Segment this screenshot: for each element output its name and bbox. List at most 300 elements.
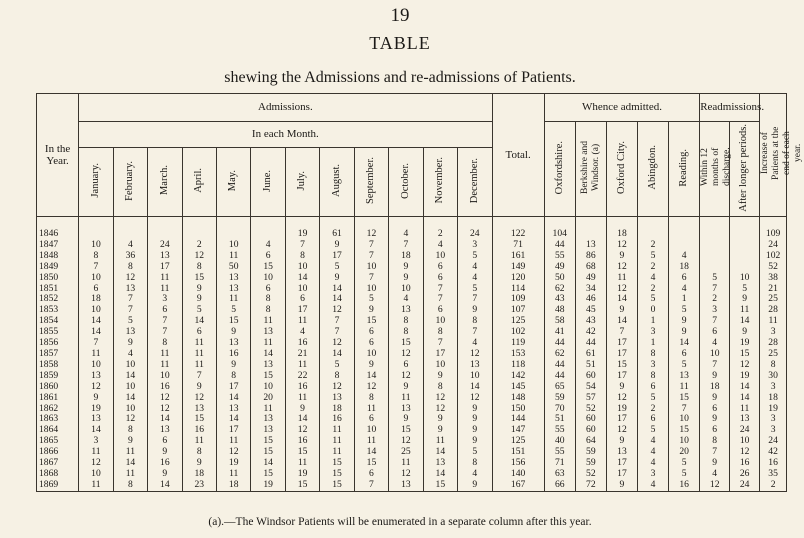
month-cell: 9 xyxy=(182,382,216,393)
oxfordshire-cell: 40 xyxy=(544,436,575,447)
month-cell: 8 xyxy=(389,327,423,338)
month-cell: 7 xyxy=(458,294,492,305)
berkshire-windsor-cell: 52 xyxy=(575,404,606,415)
reading-cell: 5 xyxy=(669,360,700,371)
increase-cell: 28 xyxy=(760,305,787,316)
increase-cell: 28 xyxy=(760,338,787,349)
month-cell: 17 xyxy=(285,305,319,316)
month-cell: 12 xyxy=(182,251,216,262)
after-longer-periods-cell xyxy=(730,217,760,240)
reading-cell: 18 xyxy=(669,262,700,273)
month-cell: 21 xyxy=(285,349,319,360)
total-cell: 148 xyxy=(492,393,544,404)
month-cell: 10 xyxy=(113,382,147,393)
reading-cell: 11 xyxy=(669,382,700,393)
month-cell: 13 xyxy=(251,360,285,371)
month-cell: 13 xyxy=(458,360,492,371)
table-body xyxy=(37,217,787,492)
month-cell: 15 xyxy=(182,414,216,425)
month-cell: 8 xyxy=(113,480,147,491)
month-cell: 15 xyxy=(285,447,319,458)
berkshire-windsor-cell: 46 xyxy=(575,294,606,305)
month-cell: 6 xyxy=(354,338,388,349)
year-cell: 1850 xyxy=(37,273,79,284)
month-cell: 16 xyxy=(320,414,354,425)
month-cell: 9 xyxy=(389,414,423,425)
month-cell: 4 xyxy=(458,262,492,273)
after-longer-periods-cell: 26 xyxy=(730,469,760,480)
month-cell: 9 xyxy=(320,273,354,284)
year-cell: 1863 xyxy=(37,414,79,425)
month-cell: 9 xyxy=(148,469,182,480)
month-cell: 12 xyxy=(148,393,182,404)
month-cell: 9 xyxy=(148,447,182,458)
page-number: 19 xyxy=(390,5,410,26)
month-cell: 16 xyxy=(285,436,319,447)
after-longer-periods-cell xyxy=(730,251,760,262)
month-cell: 11 xyxy=(354,436,388,447)
month-cell: 17 xyxy=(320,251,354,262)
month-cell: 7 xyxy=(113,294,147,305)
month-cell: 8 xyxy=(113,425,147,436)
month-cell: 15 xyxy=(423,480,457,491)
abingdon-cell: 3 xyxy=(637,360,668,371)
oxford-city-cell: 7 xyxy=(606,327,637,338)
month-cell: 12 xyxy=(285,425,319,436)
table-row xyxy=(37,349,787,360)
month-cell: 10 xyxy=(354,349,388,360)
oxford-city-cell: 17 xyxy=(606,349,637,360)
abingdon-cell: 1 xyxy=(637,316,668,327)
month-cell: 10 xyxy=(423,316,457,327)
month-cell: 9 xyxy=(354,360,388,371)
month-cell: 7 xyxy=(182,371,216,382)
after-longer-periods-cell: 19 xyxy=(730,338,760,349)
month-cell: 11 xyxy=(216,469,250,480)
month-header-september: September. xyxy=(354,148,388,217)
month-cell: 4 xyxy=(458,469,492,480)
abingdon-cell: 5 xyxy=(637,251,668,262)
month-cell: 9 xyxy=(458,404,492,415)
abingdon-header: Abingdon. xyxy=(637,122,668,217)
year-cell: 1852 xyxy=(37,294,79,305)
oxford-city-cell: 17 xyxy=(606,469,637,480)
month-cell: 10 xyxy=(423,360,457,371)
month-cell: 4 xyxy=(285,327,319,338)
month-cell: 11 xyxy=(216,251,250,262)
oxford-city-cell: 9 xyxy=(606,251,637,262)
page-title: TABLE xyxy=(369,33,431,53)
oxford-city-cell: 12 xyxy=(606,284,637,295)
within-12-months-header: Within 12 months of discharge. xyxy=(700,122,730,217)
month-header-march: March. xyxy=(148,148,182,217)
month-cell: 10 xyxy=(251,382,285,393)
total-cell: 118 xyxy=(492,360,544,371)
oxfordshire-cell: 59 xyxy=(544,393,575,404)
total-cell: 145 xyxy=(492,382,544,393)
month-cell: 14 xyxy=(285,273,319,284)
berkshire-windsor-cell: 13 xyxy=(575,240,606,251)
month-cell: 11 xyxy=(148,284,182,295)
reading-cell: 1 xyxy=(669,294,700,305)
berkshire-windsor-cell: 86 xyxy=(575,251,606,262)
oxfordshire-cell: 41 xyxy=(544,327,575,338)
oxford-city-cell: 9 xyxy=(606,436,637,447)
abingdon-cell: 4 xyxy=(637,447,668,458)
month-cell: 10 xyxy=(458,371,492,382)
month-header-january: January. xyxy=(79,148,113,217)
month-cell: 2 xyxy=(182,240,216,251)
month-cell: 14 xyxy=(79,316,113,327)
month-cell: 25 xyxy=(389,447,423,458)
month-cell: 4 xyxy=(113,240,147,251)
within-12-months-cell xyxy=(700,262,730,273)
oxfordshire-cell: 65 xyxy=(544,382,575,393)
month-cell: 13 xyxy=(320,393,354,404)
month-cell: 11 xyxy=(216,294,250,305)
within-12-months-cell: 9 xyxy=(700,458,730,469)
after-longer-periods-cell: 14 xyxy=(730,382,760,393)
month-cell: 15 xyxy=(320,480,354,491)
total-cell: 107 xyxy=(492,305,544,316)
abingdon-cell: 4 xyxy=(637,436,668,447)
month-cell: 16 xyxy=(285,382,319,393)
month-cell: 7 xyxy=(423,284,457,295)
month-cell: 10 xyxy=(389,284,423,295)
abingdon-cell: 2 xyxy=(637,284,668,295)
month-cell: 12 xyxy=(354,217,388,240)
year-cell: 1847 xyxy=(37,240,79,251)
month-cell: 13 xyxy=(389,305,423,316)
increase-cell: 18 xyxy=(760,393,787,404)
month-cell: 9 xyxy=(354,305,388,316)
oxfordshire-cell: 48 xyxy=(544,305,575,316)
after-longer-periods-cell: 14 xyxy=(730,316,760,327)
month-header-august: August. xyxy=(320,148,354,217)
reading-cell: 7 xyxy=(669,404,700,415)
month-cell: 14 xyxy=(320,284,354,295)
total-cell: 109 xyxy=(492,294,544,305)
oxford-city-cell: 12 xyxy=(606,393,637,404)
berkshire-windsor-cell: 34 xyxy=(575,284,606,295)
month-cell: 6 xyxy=(251,251,285,262)
year-cell: 1849 xyxy=(37,262,79,273)
month-cell: 11 xyxy=(320,425,354,436)
after-longer-periods-cell: 24 xyxy=(730,425,760,436)
within-12-months-cell: 4 xyxy=(700,469,730,480)
month-cell: 12 xyxy=(320,338,354,349)
after-longer-periods-cell: 9 xyxy=(730,294,760,305)
month-cell: 13 xyxy=(251,327,285,338)
table-row xyxy=(37,284,787,295)
month-cell: 13 xyxy=(251,414,285,425)
oxfordshire-cell: 55 xyxy=(544,447,575,458)
month-cell xyxy=(251,217,285,240)
year-cell: 1848 xyxy=(37,251,79,262)
month-cell: 19 xyxy=(251,480,285,491)
month-cell: 15 xyxy=(389,425,423,436)
total-cell: 153 xyxy=(492,349,544,360)
month-cell: 11 xyxy=(251,338,285,349)
after-longer-periods-header: After longer periods. xyxy=(730,122,760,217)
month-cell: 10 xyxy=(148,371,182,382)
month-cell: 24 xyxy=(458,217,492,240)
month-cell: 15 xyxy=(216,316,250,327)
month-cell: 3 xyxy=(148,294,182,305)
within-12-months-cell: 2 xyxy=(700,294,730,305)
reading-cell: 9 xyxy=(669,327,700,338)
month-cell: 6 xyxy=(251,284,285,295)
after-longer-periods-cell: 13 xyxy=(730,414,760,425)
month-cell: 9 xyxy=(423,414,457,425)
month-cell: 13 xyxy=(182,404,216,415)
reading-cell: 5 xyxy=(669,305,700,316)
reading-cell: 15 xyxy=(669,425,700,436)
month-cell: 10 xyxy=(79,305,113,316)
month-cell: 11 xyxy=(389,458,423,469)
total-cell: 71 xyxy=(492,240,544,251)
month-cell: 9 xyxy=(79,393,113,404)
month-cell: 19 xyxy=(285,469,319,480)
month-cell: 9 xyxy=(389,262,423,273)
within-12-months-cell: 12 xyxy=(700,480,730,491)
month-cell: 11 xyxy=(79,447,113,458)
month-cell: 10 xyxy=(216,240,250,251)
total-cell: 102 xyxy=(492,327,544,338)
month-cell: 22 xyxy=(285,371,319,382)
month-cell: 4 xyxy=(389,217,423,240)
after-longer-periods-cell: 12 xyxy=(730,447,760,458)
month-cell: 14 xyxy=(182,316,216,327)
abingdon-cell: 5 xyxy=(637,294,668,305)
oxford-city-cell: 11 xyxy=(606,273,637,284)
table-row xyxy=(37,316,787,327)
month-cell: 14 xyxy=(216,393,250,404)
reading-cell: 4 xyxy=(669,284,700,295)
month-cell: 7 xyxy=(79,338,113,349)
month-cell: 7 xyxy=(423,338,457,349)
month-cell: 7 xyxy=(354,480,388,491)
month-cell: 16 xyxy=(182,425,216,436)
oxford-city-cell: 9 xyxy=(606,382,637,393)
oxfordshire-cell: 55 xyxy=(544,425,575,436)
berkshire-windsor-cell: 43 xyxy=(575,316,606,327)
month-cell: 17 xyxy=(423,349,457,360)
oxfordshire-cell: 104 xyxy=(544,217,575,240)
increase-cell: 21 xyxy=(760,284,787,295)
total-cell: 114 xyxy=(492,284,544,295)
month-cell: 14 xyxy=(354,447,388,458)
berkshire-windsor-cell: 57 xyxy=(575,393,606,404)
increase-cell: 3 xyxy=(760,327,787,338)
page-subtitle: shewing the Admissions and re-admissions of Patients. xyxy=(224,69,576,86)
abingdon-cell: 1 xyxy=(637,338,668,349)
month-header-february: February. xyxy=(113,148,147,217)
footnote: (a).—The Windsor Patients will be enumerated in a separate column after this year. xyxy=(208,516,592,528)
month-cell: 8 xyxy=(251,294,285,305)
month-cell: 8 xyxy=(113,262,147,273)
month-cell: 9 xyxy=(458,305,492,316)
month-cell: 5 xyxy=(458,447,492,458)
abingdon-cell: 2 xyxy=(637,262,668,273)
after-longer-periods-cell: 19 xyxy=(730,371,760,382)
month-header-december: December. xyxy=(458,148,492,217)
oxford-city-cell: 12 xyxy=(606,240,637,251)
month-cell: 4 xyxy=(458,338,492,349)
month-cell: 10 xyxy=(79,240,113,251)
reading-cell: 4 xyxy=(669,251,700,262)
month-cell: 11 xyxy=(354,404,388,415)
within-12-months-cell: 9 xyxy=(700,414,730,425)
month-cell: 12 xyxy=(389,371,423,382)
abingdon-cell: 0 xyxy=(637,305,668,316)
month-cell: 9 xyxy=(389,382,423,393)
month-cell: 10 xyxy=(423,251,457,262)
month-cell: 7 xyxy=(285,240,319,251)
month-cell: 18 xyxy=(79,294,113,305)
oxfordshire-cell: 44 xyxy=(544,360,575,371)
year-cell: 1866 xyxy=(37,447,79,458)
month-cell: 13 xyxy=(148,251,182,262)
month-cell: 13 xyxy=(216,338,250,349)
month-cell: 15 xyxy=(285,480,319,491)
month-cell: 11 xyxy=(285,360,319,371)
after-longer-periods-cell: 16 xyxy=(730,458,760,469)
after-longer-periods-cell: 24 xyxy=(730,480,760,491)
month-cell: 9 xyxy=(113,338,147,349)
month-cell: 15 xyxy=(251,436,285,447)
reading-cell: 16 xyxy=(669,480,700,491)
increase-cell: 2 xyxy=(760,480,787,491)
increase-cell: 11 xyxy=(760,316,787,327)
year-cell: 1867 xyxy=(37,458,79,469)
berkshire-windsor-cell: 59 xyxy=(575,447,606,458)
month-cell: 12 xyxy=(79,458,113,469)
month-cell: 12 xyxy=(423,404,457,415)
oxford-city-cell: 9 xyxy=(606,305,637,316)
month-cell: 6 xyxy=(354,469,388,480)
month-cell: 5 xyxy=(320,360,354,371)
month-cell: 6 xyxy=(79,284,113,295)
admissions-table xyxy=(36,93,803,492)
month-cell: 12 xyxy=(113,273,147,284)
month-cell: 10 xyxy=(79,273,113,284)
month-cell: 6 xyxy=(423,305,457,316)
month-cell: 3 xyxy=(79,436,113,447)
month-cell: 10 xyxy=(113,360,147,371)
oxfordshire-cell: 71 xyxy=(544,458,575,469)
year-cell: 1860 xyxy=(37,382,79,393)
within-12-months-cell: 6 xyxy=(700,327,730,338)
increase-cell: 102 xyxy=(760,251,787,262)
within-12-months-cell: 9 xyxy=(700,371,730,382)
month-cell: 8 xyxy=(79,251,113,262)
increase-cell: 16 xyxy=(760,458,787,469)
year-cell: 1868 xyxy=(37,469,79,480)
month-cell: 5 xyxy=(113,316,147,327)
total-cell: 125 xyxy=(492,436,544,447)
total-cell: 167 xyxy=(492,480,544,491)
total-cell: 151 xyxy=(492,447,544,458)
increase-cell: 3 xyxy=(760,414,787,425)
increase-cell: 8 xyxy=(760,360,787,371)
year-cell: 1862 xyxy=(37,404,79,415)
table-row xyxy=(37,371,787,382)
month-cell: 15 xyxy=(320,458,354,469)
table-row xyxy=(37,360,787,371)
reading-cell: 20 xyxy=(669,447,700,458)
oxfordshire-cell: 55 xyxy=(544,251,575,262)
month-cell: 18 xyxy=(320,404,354,415)
oxford-city-cell: 14 xyxy=(606,294,637,305)
month-cell xyxy=(79,217,113,240)
total-cell: 119 xyxy=(492,338,544,349)
month-cell: 13 xyxy=(148,425,182,436)
berkshire-windsor-cell: 54 xyxy=(575,382,606,393)
oxford-city-cell: 12 xyxy=(606,425,637,436)
oxford-city-cell: 14 xyxy=(606,316,637,327)
oxfordshire-cell: 66 xyxy=(544,480,575,491)
month-cell: 8 xyxy=(285,251,319,262)
month-cell: 14 xyxy=(148,414,182,425)
abingdon-cell: 5 xyxy=(637,425,668,436)
month-cell: 8 xyxy=(148,338,182,349)
admissions-header: Admissions. xyxy=(79,94,492,122)
month-cell: 14 xyxy=(320,294,354,305)
berkshire-windsor-cell: 72 xyxy=(575,480,606,491)
month-cell: 5 xyxy=(458,284,492,295)
increase-cell: 3 xyxy=(760,382,787,393)
month-cell: 13 xyxy=(216,404,250,415)
month-cell: 4 xyxy=(251,240,285,251)
after-longer-periods-cell: 14 xyxy=(730,393,760,404)
after-longer-periods-cell: 15 xyxy=(730,349,760,360)
month-header-june: June. xyxy=(251,148,285,217)
oxford-city-cell: 13 xyxy=(606,447,637,458)
month-cell: 50 xyxy=(216,262,250,273)
year-header: In the Year. xyxy=(37,94,79,217)
oxfordshire-cell: 62 xyxy=(544,349,575,360)
month-cell: 14 xyxy=(113,458,147,469)
month-cell: 11 xyxy=(285,316,319,327)
table-row xyxy=(37,458,787,469)
oxford-city-cell: 19 xyxy=(606,404,637,415)
table-row xyxy=(37,447,787,458)
table-row xyxy=(37,240,787,251)
month-cell: 9 xyxy=(113,436,147,447)
berkshire-windsor-cell: 44 xyxy=(575,338,606,349)
month-cell: 10 xyxy=(285,262,319,273)
month-cell: 15 xyxy=(251,447,285,458)
oxford-city-cell: 17 xyxy=(606,414,637,425)
abingdon-cell: 3 xyxy=(637,469,668,480)
month-cell: 8 xyxy=(354,393,388,404)
month-cell: 7 xyxy=(354,251,388,262)
reading-cell xyxy=(669,217,700,240)
month-cell: 6 xyxy=(423,262,457,273)
table-row xyxy=(37,262,787,273)
month-header-may: May. xyxy=(216,148,250,217)
month-cell: 9 xyxy=(182,458,216,469)
month-cell: 11 xyxy=(285,393,319,404)
month-cell: 15 xyxy=(389,338,423,349)
increase-cell: 19 xyxy=(760,404,787,415)
month-cell: 12 xyxy=(354,382,388,393)
year-cell: 1846 xyxy=(37,217,79,240)
after-longer-periods-cell: 10 xyxy=(730,436,760,447)
within-12-months-cell: 7 xyxy=(700,284,730,295)
month-cell: 36 xyxy=(113,251,147,262)
